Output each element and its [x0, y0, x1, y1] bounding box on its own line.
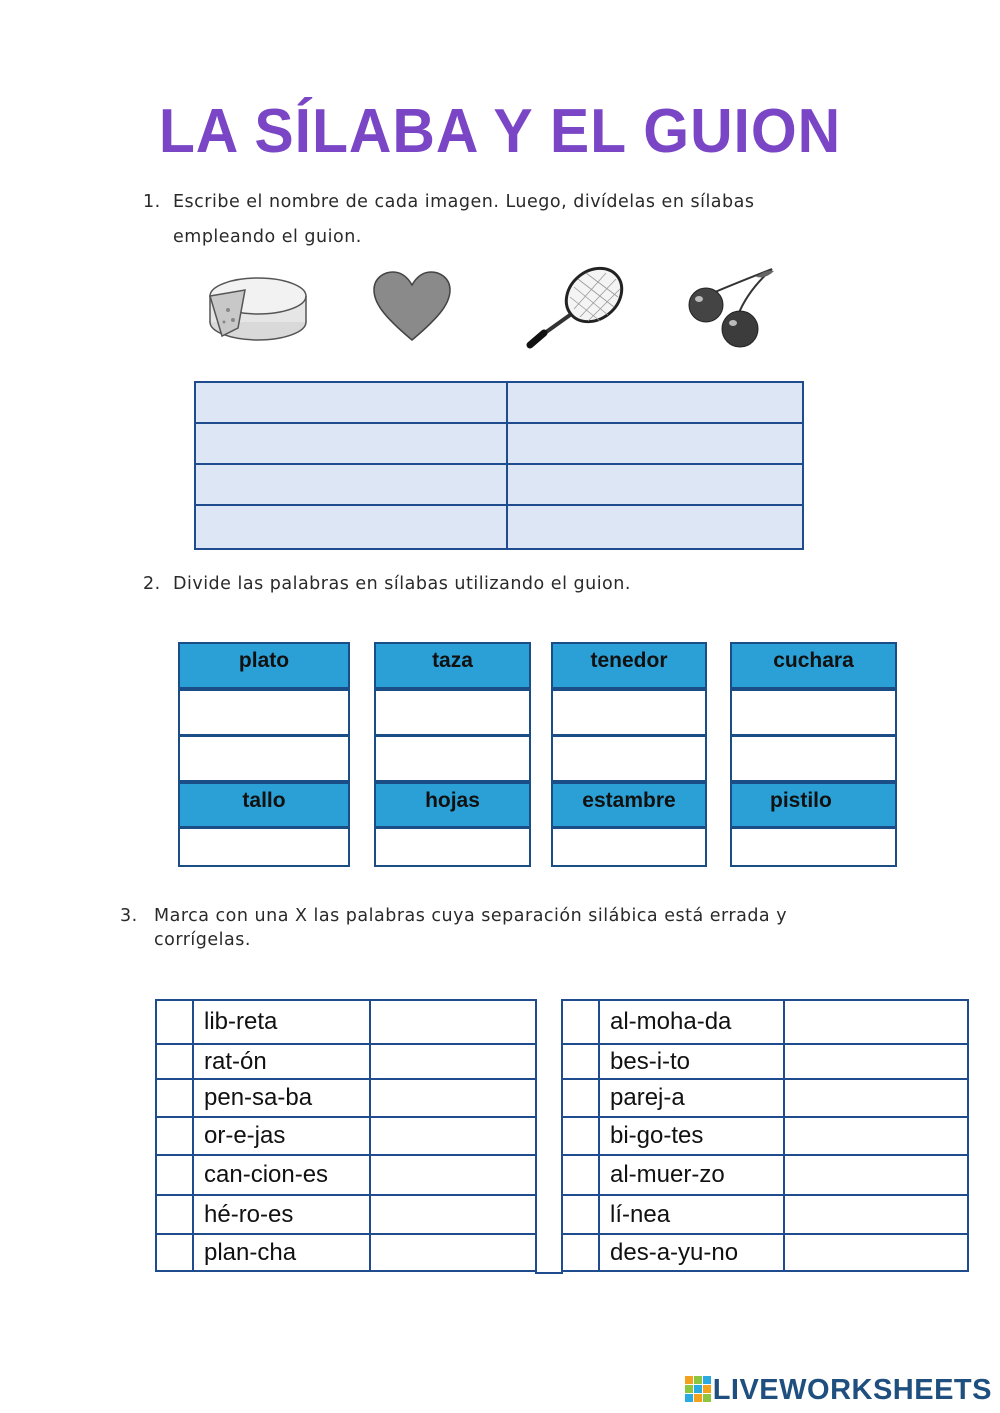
correction-input[interactable] — [784, 1044, 968, 1079]
cheese-icon — [200, 270, 310, 345]
word-cell: bes-i-to — [599, 1044, 784, 1079]
word-cuchara: cuchara — [730, 642, 897, 689]
word-taza: taza — [374, 642, 531, 689]
word-cell: rat-ón — [193, 1044, 370, 1079]
answer-field-1b[interactable] — [508, 383, 802, 422]
exercise-3-number: 3. — [120, 906, 138, 926]
correction-input[interactable] — [370, 1044, 536, 1079]
correction-input[interactable] — [784, 1079, 968, 1117]
exercise-1-instructions — [143, 185, 843, 255]
word-cell: hé-ro-es — [193, 1195, 370, 1234]
correction-input[interactable] — [370, 1234, 536, 1271]
correction-input[interactable] — [370, 1079, 536, 1117]
exercise-2-text: Divide las palabras en sílabas utilizando el guion. — [173, 574, 631, 594]
mark-checkbox[interactable] — [156, 1155, 193, 1195]
correction-input[interactable] — [784, 1117, 968, 1155]
table-row — [562, 1155, 968, 1195]
answer-field-3a[interactable] — [196, 465, 504, 504]
answer-field-4a[interactable] — [196, 506, 504, 548]
exercise-1-line-1: Escribe el nombre de cada imagen. Luego, divídelas en sílabas — [173, 192, 755, 212]
word-cell: or-e-jas — [193, 1117, 370, 1155]
syllable-input-cuchara-2[interactable] — [730, 735, 897, 782]
table-row — [562, 1234, 968, 1271]
word-cell: pen-sa-ba — [193, 1079, 370, 1117]
table-row — [562, 1117, 968, 1155]
mark-checkbox[interactable] — [562, 1044, 599, 1079]
word-cell: lib-reta — [193, 1000, 370, 1044]
exercise-1-line-2: empleando el guion. — [173, 227, 362, 247]
answer-field-2b[interactable] — [508, 424, 802, 463]
correction-input[interactable] — [784, 1155, 968, 1195]
exercise-2-instructions — [143, 567, 843, 602]
correction-input[interactable] — [370, 1155, 536, 1195]
mark-checkbox[interactable] — [156, 1195, 193, 1234]
syllable-input-estambre[interactable] — [551, 827, 707, 867]
word-hojas: hojas — [374, 782, 531, 828]
word-cell: plan-cha — [193, 1234, 370, 1271]
page-title: LA SÍLABA Y EL GUION — [158, 97, 842, 166]
heart-icon — [372, 270, 452, 342]
exercise-3-left-table — [155, 999, 537, 1272]
table-row — [562, 1044, 968, 1079]
syllable-input-tallo[interactable] — [178, 827, 350, 867]
word-cell: can-cion-es — [193, 1155, 370, 1195]
syllable-input-cuchara[interactable] — [730, 689, 897, 736]
mark-checkbox[interactable] — [562, 1195, 599, 1234]
syllable-input-taza[interactable] — [374, 689, 531, 736]
exercise-3-right-table — [561, 999, 969, 1272]
answer-field-2a[interactable] — [196, 424, 504, 463]
table-row — [156, 1234, 536, 1271]
table-row — [156, 1117, 536, 1155]
exercise-3-line-1: Marca con una X las palabras cuya separación silábica está errada y — [154, 906, 788, 926]
mark-checkbox[interactable] — [156, 1079, 193, 1117]
table-row — [156, 1000, 536, 1044]
word-tenedor: tenedor — [551, 642, 707, 689]
table-row — [156, 1044, 536, 1079]
mark-checkbox[interactable] — [562, 1000, 599, 1044]
answer-field-4b[interactable] — [508, 506, 802, 548]
correction-input[interactable] — [370, 1000, 536, 1044]
correction-input[interactable] — [784, 1000, 968, 1044]
tennis-racket-icon — [524, 265, 629, 350]
table-separator — [535, 1272, 563, 1274]
liveworksheets-brand: LIVEWORKSHEETS — [712, 1374, 992, 1406]
table-row — [562, 1195, 968, 1234]
syllable-input-hojas[interactable] — [374, 827, 531, 867]
word-estambre: estambre — [551, 782, 707, 828]
word-cell: parej-a — [599, 1079, 784, 1117]
answer-field-3b[interactable] — [508, 465, 802, 504]
syllable-input-plato[interactable] — [178, 689, 350, 736]
syllable-input-plato-2[interactable] — [178, 735, 350, 782]
table-row — [156, 1079, 536, 1117]
mark-checkbox[interactable] — [562, 1234, 599, 1271]
word-cell: lí-nea — [599, 1195, 784, 1234]
syllable-input-tenedor[interactable] — [551, 689, 707, 736]
correction-input[interactable] — [370, 1117, 536, 1155]
correction-input[interactable] — [370, 1195, 536, 1234]
exercise-1-number: 1. — [143, 192, 161, 212]
table-row — [156, 1155, 536, 1195]
mark-checkbox[interactable] — [562, 1117, 599, 1155]
mark-checkbox[interactable] — [562, 1155, 599, 1195]
word-cell: des-a-yu-no — [599, 1234, 784, 1271]
word-plato: plato — [178, 642, 350, 689]
mark-checkbox[interactable] — [156, 1000, 193, 1044]
table-row — [562, 1079, 968, 1117]
word-tallo: tallo — [178, 782, 350, 828]
syllable-input-taza-2[interactable] — [374, 735, 531, 782]
exercise-3-instructions — [120, 904, 880, 954]
cherries-icon — [686, 265, 778, 350]
word-cell: bi-go-tes — [599, 1117, 784, 1155]
table-row — [562, 1000, 968, 1044]
word-pistilo: pistilo — [730, 782, 897, 828]
mark-checkbox[interactable] — [156, 1044, 193, 1079]
word-cell: al-muer-zo — [599, 1155, 784, 1195]
table-row — [156, 1195, 536, 1234]
mark-checkbox[interactable] — [562, 1079, 599, 1117]
syllable-input-tenedor-2[interactable] — [551, 735, 707, 782]
word-cell: al-moha-da — [599, 1000, 784, 1044]
mark-checkbox[interactable] — [156, 1234, 193, 1271]
exercise-2-number: 2. — [143, 574, 161, 594]
exercise-3-line-2: corrígelas. — [154, 930, 251, 950]
correction-input[interactable] — [784, 1195, 968, 1234]
liveworksheets-logo — [685, 1374, 992, 1407]
mark-checkbox[interactable] — [156, 1117, 193, 1155]
correction-input[interactable] — [784, 1234, 968, 1271]
syllable-input-pistilo[interactable] — [730, 827, 897, 867]
liveworksheets-logo-icon — [685, 1376, 711, 1402]
answer-field-1a[interactable] — [196, 383, 504, 422]
